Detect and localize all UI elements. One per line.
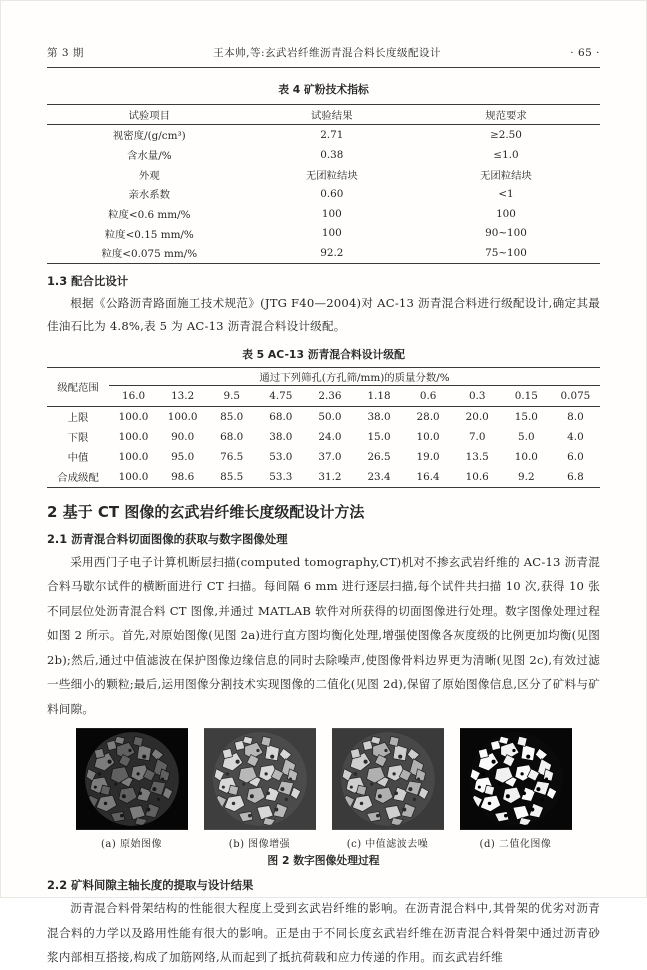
table5-row — [47, 427, 600, 447]
figure2 — [47, 728, 600, 868]
table5-row-label: 中值 — [67, 452, 89, 465]
table4-cell: 0.38 — [320, 148, 344, 161]
table5-cell: 7.0 — [468, 430, 486, 443]
table5-cell: 13.5 — [465, 450, 489, 463]
table5-cell: 53.0 — [269, 450, 293, 463]
table5-cell: 10.6 — [465, 470, 489, 483]
table4-cell: 100 — [496, 207, 516, 220]
table5-cell: 95.0 — [171, 450, 195, 463]
issue-label: 第 3 期 — [47, 47, 84, 59]
table5-caption: 表 5 AC-13 沥青混合料设计级配 — [242, 347, 405, 361]
page-number: · 65 · — [570, 47, 600, 59]
table5-row — [47, 447, 600, 467]
section-2-1-paragraph: 采用西门子电子计算机断层扫描(computed tomography,CT)机对不掺玄武岩纤维的 AC-13 沥青混合料马歇尔试件的横断面进行 CT 扫描。每间隔 6 mm 进行逐层扫描,每个试件共扫描 10 次,获得 10 张不同层位处沥青混合料 CT 图像,并通过 MATLAB 软件对所获得的切面图像进行处理。数字图像处理过程如图 2 所示。首先,对原始图像(见图 2a)进行直方图均衡化处理,增强使图像各灰度级的比例更加均衡(见图 2b);然后,通过中值滤波在保护图像边缘信息的同时去除噪声,使图像骨料边界更为清晰(见图 2c),有效过滤一些细小的颗粒;最后,运用图像分割技术实现图像的二值化(见图 2d),保留了原始图像信息,区分了矿料与矿料间隙。 — [47, 554, 600, 716]
sieve-size: 1.18 — [354, 385, 403, 406]
sieve-size: 0.15 — [502, 385, 551, 406]
table4-cell: ≥2.50 — [490, 128, 522, 141]
section-1-3-paragraph: 根据《公路沥青路面施工技术规范》(JTG F40—2004)对 AC-13 沥青混合料进行级配设计,确定其最佳油石比为 4.8%,表 5 为 AC-13 沥青混合料设计级配。 — [47, 295, 600, 333]
sieve-size: 0.3 — [453, 385, 502, 406]
table4-cell: <1 — [498, 187, 514, 200]
table4-cell: 100 — [321, 207, 342, 220]
table5-cell: 100.0 — [167, 410, 198, 423]
table5-cell: 38.0 — [269, 430, 293, 443]
table4-caption: 表 4 矿粉技术指标 — [278, 83, 369, 96]
table5-cell: 28.0 — [416, 410, 440, 423]
table5 — [47, 367, 600, 488]
table4-cell: 含水量/% — [127, 150, 172, 163]
table5-row-label: 上限 — [67, 412, 89, 425]
sieve-size: 9.5 — [207, 385, 256, 406]
table5-span-header: 通过下列筛孔(方孔筛/mm)的质量分数/% — [109, 367, 600, 385]
running-head — [47, 45, 600, 60]
table5-cell: 100.0 — [118, 470, 149, 483]
ct-panel-label: (d) 二值化图像 — [479, 839, 552, 851]
figure2-caption: 图 2 数字图像处理过程 — [267, 854, 380, 868]
table5-cell: 23.4 — [367, 470, 391, 483]
table5-cell: 15.0 — [514, 410, 538, 423]
table5-cell: 68.0 — [220, 430, 244, 443]
table4-cell: 无团粒结块 — [305, 169, 358, 182]
table4-header-item: 试验项目 — [47, 105, 252, 125]
table5-cell: 6.0 — [567, 450, 584, 463]
ct-original-image — [76, 728, 188, 830]
table5-cell: 4.0 — [567, 430, 584, 443]
sieve-size: 4.75 — [256, 385, 305, 406]
sieve-size: 2.36 — [305, 385, 354, 406]
table5-cell: 6.8 — [567, 470, 584, 483]
ct-panel-row — [47, 728, 600, 850]
table5-cell: 31.2 — [318, 470, 342, 483]
table4-cell: 2.71 — [320, 128, 344, 141]
table5-span-header-row — [47, 367, 600, 385]
table5-cell: 38.0 — [367, 410, 391, 423]
table5-cell: 53.3 — [269, 470, 293, 483]
ct-panel-binarized — [460, 728, 572, 850]
table4-header-row — [47, 105, 600, 125]
table5-row-label: 下限 — [67, 432, 89, 445]
table4-row — [47, 164, 600, 184]
table5-cell: 24.0 — [318, 430, 342, 443]
table4-cell: 92.2 — [320, 246, 344, 259]
table4-cell: 90~100 — [485, 227, 527, 240]
table5-cell: 5.0 — [518, 430, 535, 443]
table5-sieve-row — [47, 385, 600, 406]
table5-cell: 9.2 — [518, 470, 535, 483]
table5-cell: 100.0 — [118, 450, 149, 463]
table4-cell: 75~100 — [485, 246, 527, 259]
table5-cell: 85.0 — [220, 410, 244, 423]
sieve-size: 16.0 — [109, 385, 158, 406]
ct-panel-label: (b) 图像增强 — [228, 839, 291, 851]
table4-row — [47, 184, 600, 204]
ct-median-filtered-image — [332, 728, 444, 830]
table4-cell: 外观 — [138, 169, 160, 182]
table5-cell: 76.5 — [220, 450, 244, 463]
table5-cell: 10.0 — [416, 430, 440, 443]
table4-cell: 无团粒结块 — [480, 169, 532, 182]
table5-cell: 16.4 — [416, 470, 440, 483]
section-1-3-heading: 1.3 配合比设计 — [47, 273, 129, 288]
table4-cell: 100 — [321, 227, 342, 240]
table4-row — [47, 125, 600, 145]
table5-cell: 20.0 — [465, 410, 489, 423]
table5-cell: 68.0 — [269, 410, 293, 423]
table4-cell: 视密度/(g/cm³) — [112, 130, 186, 143]
section-2-2-paragraph: 沥青混合料骨架结构的性能很大程度上受到玄武岩纤维的影响。在沥青混合料中,其骨架的优劣对沥青混合料的力学以及路用性能有很大的影响。正是由于不同长度玄武岩纤维在沥青混合料骨架中通过沥青砂浆内部相互搭接,构成了加筋网络,从而起到了抵抗荷载和应力传递的作用。而玄武岩纤维 — [47, 901, 600, 965]
running-title: 王本帅,等:玄武岩纤维沥青混合料长度级配设计 — [213, 47, 441, 59]
table5-cell: 8.0 — [567, 410, 584, 423]
section-2-heading: 2 基于 CT 图像的玄武岩纤维长度级配设计方法 — [47, 502, 365, 521]
table5-cell: 19.0 — [416, 450, 440, 463]
table4-cell: 粒度<0.15 mm/% — [104, 228, 194, 241]
ct-panel-label: (c) 中值滤波去噪 — [346, 839, 429, 851]
section-2-1-heading: 2.1 沥青混合料切面图像的获取与数字图像处理 — [47, 531, 288, 546]
table5-cell: 100.0 — [118, 430, 149, 443]
section-2-2-heading: 2.2 矿料间隙主轴长度的提取与设计结果 — [47, 878, 254, 893]
header-rule — [47, 67, 600, 68]
ct-panel-label: (a) 原始图像 — [101, 839, 162, 851]
ct-panel-median-filtered — [332, 728, 444, 850]
table5-cell: 26.5 — [367, 450, 391, 463]
table4-cell: 亲水系数 — [128, 189, 171, 202]
table5-row — [47, 467, 600, 488]
ct-enhanced-image — [204, 728, 316, 830]
table5-cell: 98.6 — [171, 470, 195, 483]
ct-binarized-image — [460, 728, 572, 830]
table4-header-spec: 规范要求 — [412, 105, 600, 125]
table4-cell: 粒度<0.6 mm/% — [108, 209, 191, 222]
table4-cell: 粒度<0.075 mm/% — [101, 248, 198, 261]
table4-cell: ≤1.0 — [493, 148, 519, 161]
table4-row — [47, 223, 600, 243]
table5-row — [47, 406, 600, 427]
ct-panel-enhanced — [204, 728, 316, 850]
table4-header-result: 试验结果 — [252, 105, 412, 125]
table4-row — [47, 145, 600, 165]
table5-row-label: 合成级配 — [57, 472, 99, 485]
table4-cell: 0.60 — [320, 187, 344, 200]
table5-range-header: 级配范围 — [47, 367, 109, 406]
sieve-size: 0.075 — [551, 385, 600, 406]
table4 — [47, 104, 600, 264]
table5-cell: 100.0 — [118, 410, 149, 423]
table4-row — [47, 243, 600, 263]
table4-row — [47, 204, 600, 224]
table5-cell: 90.0 — [171, 430, 195, 443]
ct-panel-original — [76, 728, 188, 850]
table5-cell: 10.0 — [514, 450, 538, 463]
table5-cell: 15.0 — [367, 430, 391, 443]
sieve-size: 0.6 — [404, 385, 453, 406]
table5-cell: 50.0 — [318, 410, 342, 423]
table5-cell: 85.5 — [220, 470, 244, 483]
table5-cell: 37.0 — [318, 450, 342, 463]
sieve-size: 13.2 — [158, 385, 207, 406]
